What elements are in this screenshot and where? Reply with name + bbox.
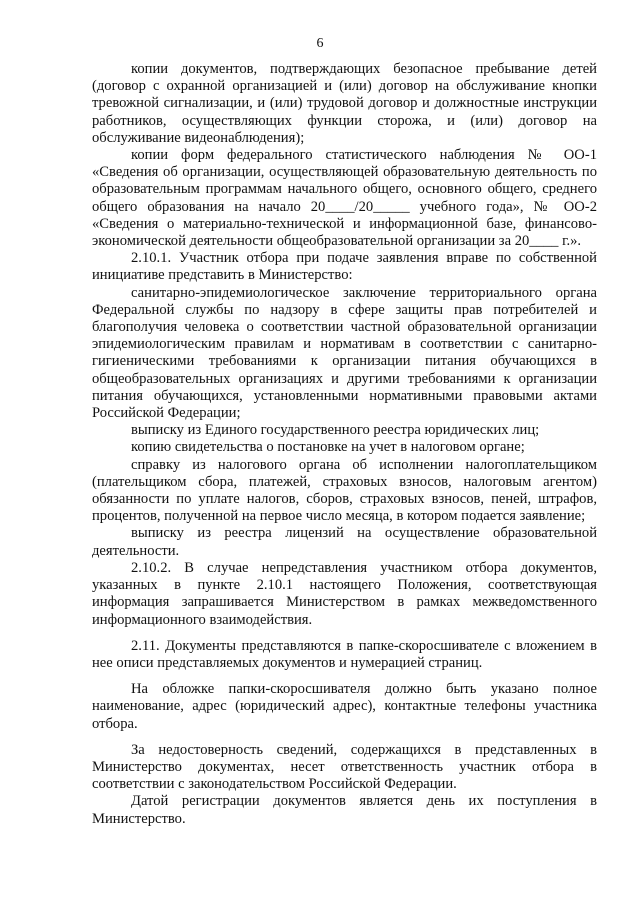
paragraph-2-10-1: 2.10.1. Участник отбора при подаче заявления вправе по собственной инициативе представить в Министерство: <box>92 250 597 284</box>
paragraph-responsibility: За недостоверность сведений, содержащихся в представленных в Министерство документах, несет ответственность участник отбора в соответствии с законодательством Российской Федерации. <box>92 741 597 793</box>
paragraph-egrul-extract: выписку из Единого государственного реестра юридических лиц; <box>131 422 540 439</box>
paragraph-2-10-2: 2.10.2. В случае непредставления участником отбора документов, указанных в пункте 2.10.1 настоящего Положения, соответствующая информация запрашивается Министерством в рамках межведомственного информационного взаимодействия. <box>92 559 597 628</box>
document-body <box>92 61 597 828</box>
paragraph-registration-date: Датой регистрации документов является день их поступления в Министерство. <box>92 793 597 827</box>
paragraph-sanitary-conclusion: санитарно-эпидемиологическое заключение территориального органа Федеральной службы по надзору в сфере защиты прав потребителей и благополучия человека о соответствии частной образовательной организации эпидемиологическим правилам и нормативам в соответствии с санитарно-гигиеническими требованиями к организации питания обучающихся в общеобразовательных организациях и другими требованиями к организации питания обучающихся, установленными нормативными правовыми актами Российской Федерации; <box>92 284 597 422</box>
paragraph-statistical-forms: копии форм федерального статистического наблюдения № ОО-1 «Сведения об организации, осуществляющей образовательную деятельность по образовательным программам начального общего, основного общего, среднего общего образования на начало 20____/20_____ учебного года», № ОО-2 «Сведения о материально-технической и информационной базе, финансово-экономической деятельности общеобразовательной организации за 20____ г.». <box>92 147 597 250</box>
paragraph-tax-registration: копию свидетельства о постановке на учет в налоговом органе; <box>131 439 525 456</box>
paragraph-safety-documents: копии документов, подтверждающих безопасное пребывание детей (договор с охранной организацией и (или) договор на обслуживание кнопки тревожной сигнализации, и (или) трудовой договор и должностные инструкции работников, осуществляющих функции сторожа, и (или) договор на обслуживание видеонаблюдения); <box>92 61 597 146</box>
page-number: 6 <box>316 36 324 51</box>
paragraph-2-11: 2.11. Документы представляются в папке-скоросшивателе с вложением в нее описи представляемых документов и нумерацией страниц. <box>92 637 597 671</box>
paragraph-license-extract: выписку из реестра лицензий на осуществление образовательной деятельности. <box>92 525 597 559</box>
paragraph-tax-certificate: справку из налогового органа об исполнении налогоплательщиком (плательщиком сбора, платежей, страховых взносов, налоговым агентом) обязанности по уплате налогов, сборов, страховых взносов, пеней, штрафов, процентов, полученной на первое число месяца, в котором подается заявление; <box>92 456 597 525</box>
paragraph-folder-cover: На обложке папки-скоросшивателя должно быть указано полное наименование, адрес (юридический адрес), контактные телефоны участника отбора. <box>92 681 597 732</box>
